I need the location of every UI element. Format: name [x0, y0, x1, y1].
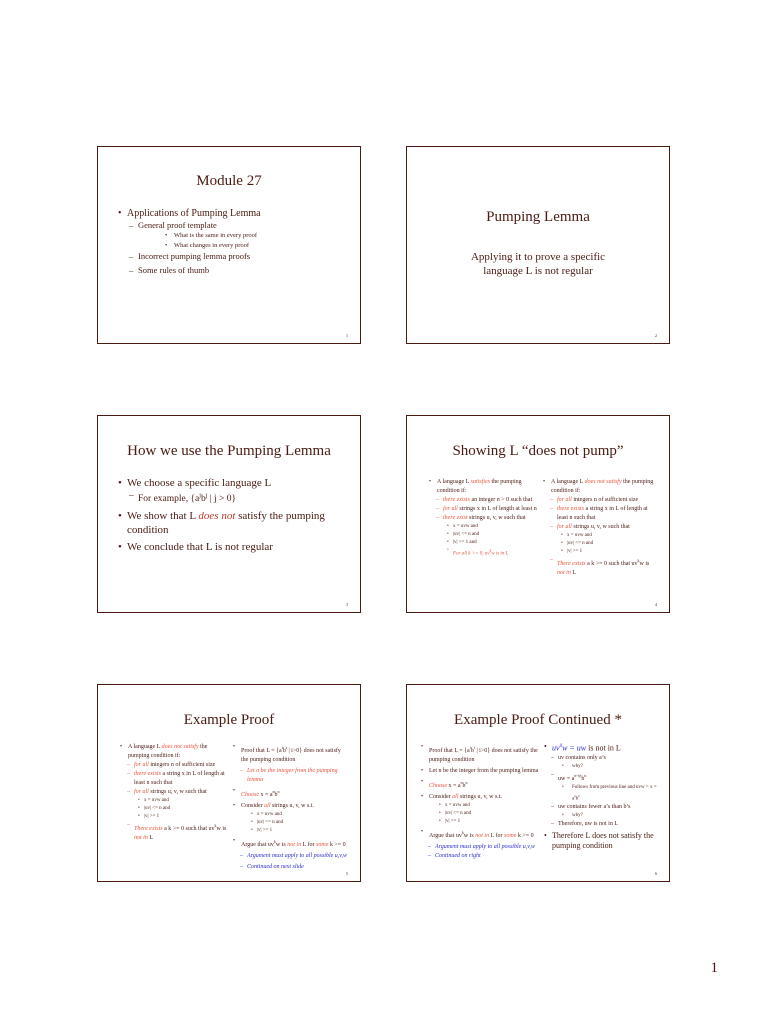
slide-title: Showing L “does not pump”	[452, 443, 624, 459]
slide-number: 3	[346, 602, 348, 607]
bullet: • Applications of Pumping Lemma	[118, 207, 348, 220]
sub-bullet: – Incorrect pumping lemma proofs	[129, 251, 251, 261]
bullet: • We show that L does not satisfy the pumping condition	[118, 509, 338, 537]
left-column: • A language L satisfies the pumping condition if: – there exists an integer n > 0 such that – for all strings x in L of length at least n – there exist strings u, v, w such that • x = uvw and • |uv| <= n and • |v| >= 1 and • For all k >= 0, $uv^kw$ is in L	[429, 478, 537, 559]
slide-title: Example Proof	[183, 712, 275, 728]
slide-6	[406, 684, 670, 882]
subtitle-line: language L is not regular	[483, 265, 593, 277]
sub-sub-bullet: • What changes in every proof	[118, 241, 348, 251]
slide-number: 1	[346, 333, 348, 338]
bullet: • We choose a specific language L	[118, 476, 338, 490]
sub-bullet: – Some rules of thumb	[129, 265, 210, 275]
sub-bullet: – For example, {$a^jb^j$ | j > 0}	[129, 491, 237, 505]
slide-1	[97, 146, 361, 344]
sub-sub-bullet: • What is the same in every proof	[118, 231, 348, 241]
right-column: • $uv^0w$ = uw is not in L – uv contains only a’s • why? – uw = $a^{n-|v|}b^n$ • Follows from previous line and uvw = $x = a^nb^n$ – uw contains fewer a’s than b’s • why? – Therefore, uw is not in L • Therefore L does not satisfy the pumping condition	[544, 742, 662, 851]
slide-title: Example Proof Continued *	[454, 712, 622, 728]
slide-4	[406, 415, 670, 613]
subtitle-line: Applying it to prove a specific	[470, 251, 606, 263]
slide-number: 5	[346, 871, 348, 876]
right-column: • Proof that $L = \{a^ib^i$ | i>0} does not satisfy the pumping condition – Let n be the integer from the pumping lemma • Choose $x = a^nb^n$ • Consider all strings u, v, w s.t. • x = uvw and • |uv| <= n and • |v| >= 1 • Argue that $uv^kw$ is not in L for some k >= 0 – Argument must apply to all possible u,v,w – Continued on next slide	[233, 743, 348, 872]
left-column: • A language L does not satisfy the pumping condition if: – for all integers n of sufficient size – there exists a string x in L of length at least n such that – for all strings u, v, w such that • x = uvw and • |uv| <= n and • |v| >= 1 – There exists a k >= 0 such that $uv^kw$ is not in L	[120, 743, 228, 843]
slide-number: 6	[655, 871, 657, 876]
slide-number: 4	[655, 602, 657, 607]
slide-3	[97, 415, 361, 613]
sub-bullet: – General proof template	[129, 220, 217, 230]
slide-number: 2	[655, 333, 657, 338]
slide-title: Pumping Lemma	[486, 209, 590, 225]
slide-2	[406, 146, 670, 344]
bullet: • We conclude that L is not regular	[118, 540, 338, 554]
page-number: 1	[710, 960, 718, 976]
slide-title: Module 27	[196, 173, 262, 189]
right-column: • A language L does not satisfy the pumping condition if: – for all integers n of sufficient size – there exists a string x in L of length at least n such that – for all strings u, v, w such that • x = uvw and • |uv| <= n and • |v| >= 1 – There exists a k >= 0 such that $uv^kw$ is not in L	[543, 478, 655, 578]
left-column: • Proof that $L = \{a^ib^i$ | i>0} does not satisfy the pumping condition • Let n be the integer from the pumping lemma • Choose $x = a^nb^n$ • Consider all strings u, v, w s.t. • x = uvw and • |uv| <= n and • |v| >= 1 • Argue that $uv^kw$ is not in L for some k >= 0 – Argument must apply to all possible u,v,w – Continued on right	[421, 743, 539, 861]
slide-title: How we use the Pumping Lemma	[127, 443, 331, 459]
slide-5	[97, 684, 361, 882]
